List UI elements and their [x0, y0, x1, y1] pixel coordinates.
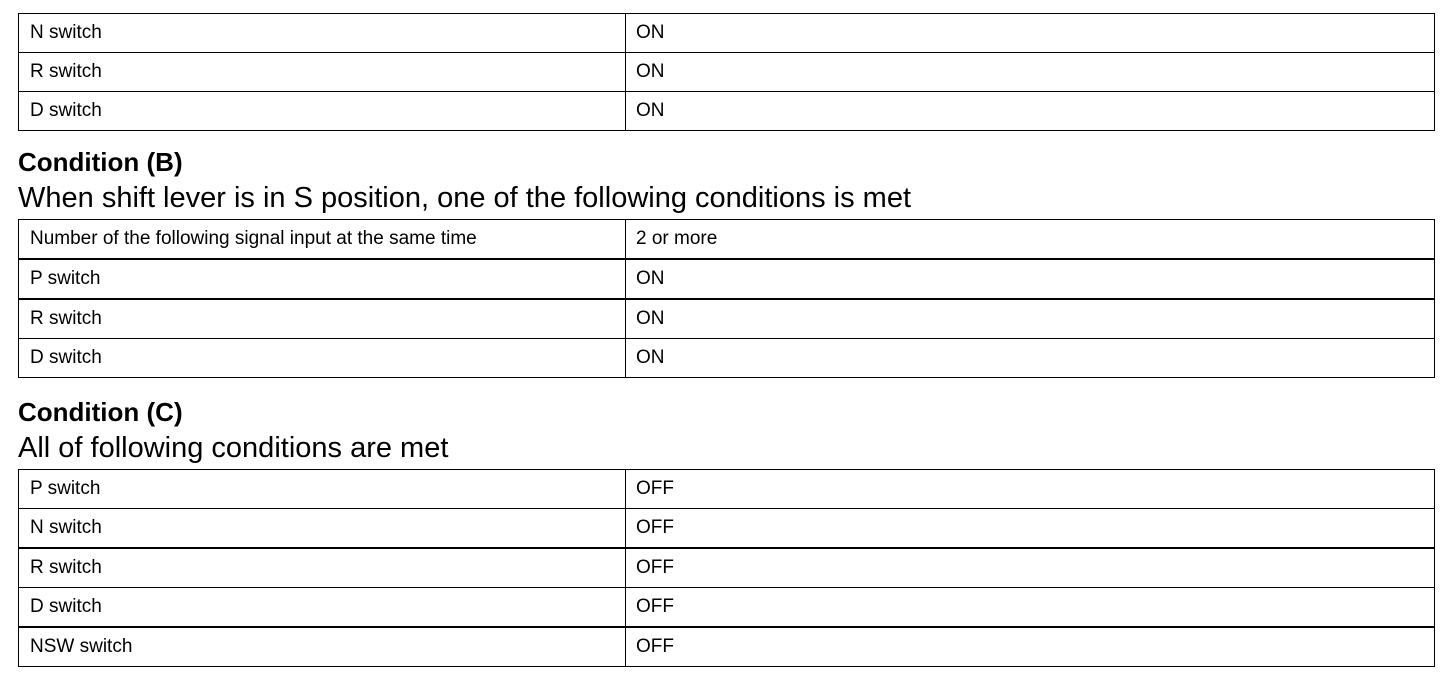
condition-a-table — [18, 13, 1435, 131]
switch-label: R switch — [19, 548, 626, 588]
table-row — [19, 509, 1435, 549]
switch-label: N switch — [19, 509, 626, 549]
switch-value: ON — [626, 339, 1435, 378]
switch-value: ON — [626, 53, 1435, 92]
switch-label: P switch — [19, 470, 626, 509]
condition-value: 2 or more — [626, 220, 1435, 260]
condition-label: Number of the following signal input at the same time — [19, 220, 626, 260]
switch-value: OFF — [626, 548, 1435, 588]
table-row — [19, 588, 1435, 628]
switch-value: ON — [626, 14, 1435, 53]
table-row — [19, 470, 1435, 509]
table-row — [19, 259, 1435, 299]
switch-value: OFF — [626, 627, 1435, 667]
table-row — [19, 299, 1435, 339]
condition-b-table — [18, 219, 1435, 378]
switch-label: R switch — [19, 53, 626, 92]
table-row — [19, 92, 1435, 131]
condition-b-title: Condition (B) — [18, 147, 183, 177]
switch-value: OFF — [626, 470, 1435, 509]
switch-value: ON — [626, 299, 1435, 339]
switch-value: OFF — [626, 509, 1435, 549]
switch-label: P switch — [19, 259, 626, 299]
switch-label: D switch — [19, 588, 626, 628]
table-row — [19, 14, 1435, 53]
switch-label: R switch — [19, 299, 626, 339]
switch-label: D switch — [19, 339, 626, 378]
table-row — [19, 220, 1435, 260]
condition-b-description: When shift lever is in S position, one of the following conditions is met — [18, 182, 912, 214]
condition-c-title: Condition (C) — [18, 397, 183, 427]
switch-label: N switch — [19, 14, 626, 53]
table-row — [19, 339, 1435, 378]
condition-c-table — [18, 469, 1435, 667]
table-row — [19, 53, 1435, 92]
switch-value: ON — [626, 92, 1435, 131]
switch-label: D switch — [19, 92, 626, 131]
switch-value: ON — [626, 259, 1435, 299]
switch-value: OFF — [626, 588, 1435, 628]
table-row — [19, 627, 1435, 667]
table-row — [19, 548, 1435, 588]
switch-label: NSW switch — [19, 627, 626, 667]
condition-c-description: All of following conditions are met — [18, 432, 449, 464]
